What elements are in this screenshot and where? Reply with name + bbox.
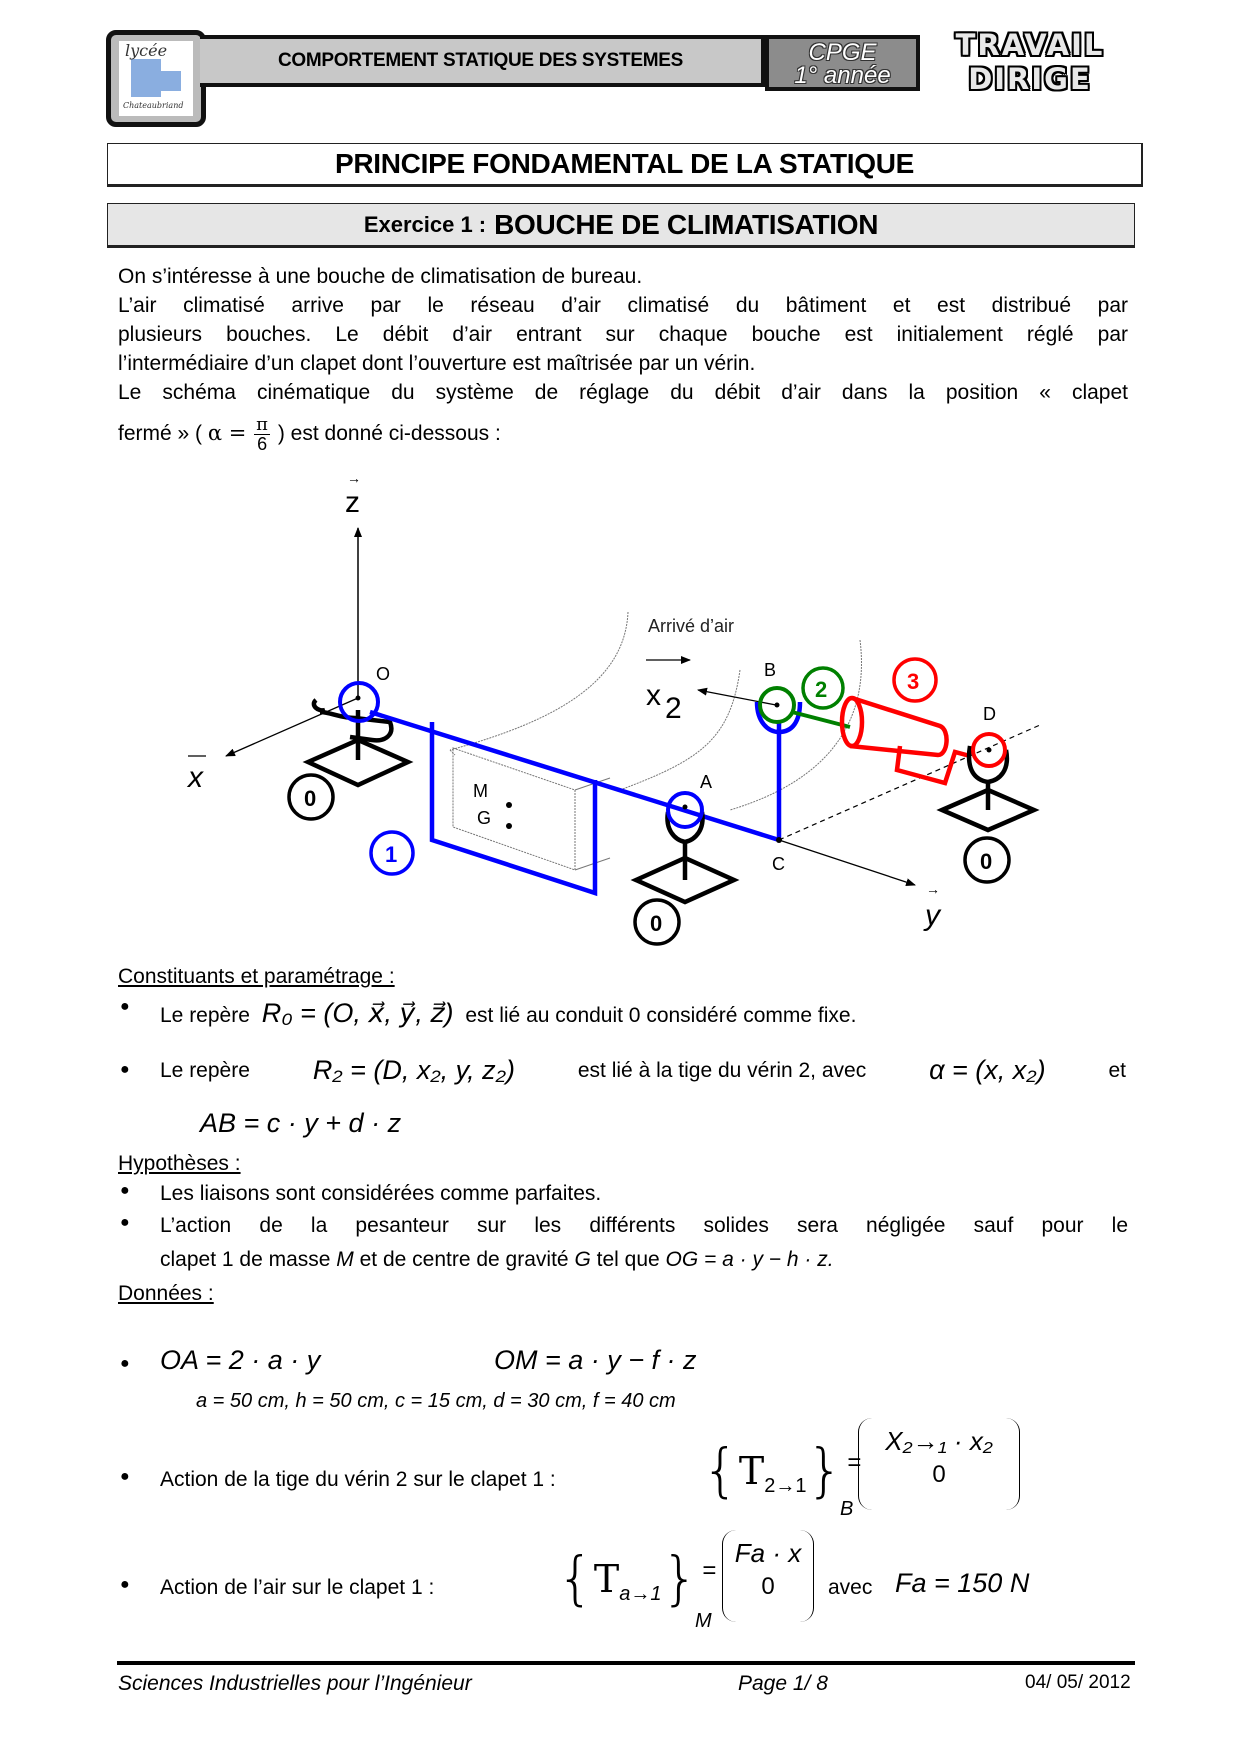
item-text: clapet 1 de masse	[160, 1248, 331, 1271]
gravity-center-symbol: G	[574, 1248, 591, 1271]
bullet-icon: ●	[120, 1214, 130, 1231]
level-line1: CPGE	[808, 39, 877, 66]
doc-type-line2: DIRIGE	[968, 62, 1092, 96]
item-text: Le repère	[160, 1058, 250, 1082]
list-item	[120, 998, 857, 1029]
torsor-row: 0	[932, 1461, 946, 1488]
list-item	[120, 1214, 1128, 1238]
footer-date: 04/ 05/ 2012	[1025, 1672, 1131, 1693]
numeric-values: a = 50 cm, h = 50 cm, c = 15 cm, d = 30 cm, f = 40 cm	[196, 1390, 676, 1412]
torsor-name: T	[738, 1449, 765, 1493]
bullet-icon: ●	[120, 1355, 130, 1372]
oa-formula: OA = 2 · a · y	[160, 1345, 321, 1375]
list-item	[120, 1576, 435, 1600]
intro-line: On s’intéresse à une bouche de climatisation de bureau.	[118, 265, 643, 288]
point-a-label: A	[700, 772, 713, 792]
torsor-row: Fa · x	[734, 1538, 802, 1568]
intro-text: fermé » (	[118, 422, 203, 446]
torsor-a1-matrix	[722, 1530, 814, 1622]
svg-text:2: 2	[665, 692, 682, 725]
item-text: et	[1108, 1058, 1126, 1082]
svg-text:1: 1	[385, 842, 398, 867]
r2-formula: R₂ = (D, x₂, y, z₂)	[312, 1055, 515, 1085]
section-heading	[118, 1152, 241, 1176]
bullet-icon: ●	[120, 1061, 130, 1078]
avec-text: avec	[828, 1576, 873, 1599]
x2-axis-label: x	[646, 679, 661, 712]
intro-line: Le schéma cinématique du système de réglage du débit d’air dans la position « clapet	[118, 381, 1128, 404]
section-heading	[118, 1282, 214, 1306]
intro-line: l’intermédiaire d’un clapet dont l’ouverture est maîtrisée par un vérin.	[118, 352, 756, 375]
list-item	[120, 1055, 1126, 1086]
torsor-21-point: B	[840, 1498, 854, 1520]
point-o-label: O	[376, 664, 391, 684]
point-g-label: G	[477, 808, 492, 828]
heading-text: Données :	[118, 1282, 214, 1305]
svg-text:0: 0	[980, 849, 993, 874]
og-formula: OG = a · y − h · z.	[665, 1248, 834, 1271]
footer-divider	[117, 1661, 1135, 1665]
torsor-a1-point: M	[695, 1610, 712, 1632]
svg-text:0: 0	[650, 911, 663, 936]
bullet-icon: ●	[120, 1182, 130, 1199]
item-text: et de centre de gravité	[359, 1248, 569, 1271]
point-c-label: C	[772, 854, 785, 874]
item-text: Action de l’air sur le clapet 1 :	[160, 1576, 435, 1599]
mass-symbol: M	[336, 1248, 354, 1271]
torsor-subscript: 2→1	[764, 1475, 807, 1497]
torsor-2-1: $\{T_{2\to 1}\}$ =	[702, 1436, 862, 1504]
z-axis-label: z	[345, 486, 360, 519]
x-axis-label: x	[188, 761, 203, 794]
fraction-denominator: 6	[257, 434, 268, 454]
exercise-name: BOUCHE DE CLIMATISATION	[494, 208, 879, 240]
alpha-formula: α = (x, x₂)	[929, 1055, 1046, 1085]
list-item	[120, 1345, 321, 1376]
footer-page-number: Page 1/ 8	[738, 1672, 828, 1695]
fraction-numerator: π	[256, 414, 269, 435]
item-text: Le repère	[160, 1004, 250, 1027]
torsor-row: X₂→₁ · x₂	[885, 1426, 993, 1456]
y-axis	[779, 840, 915, 885]
air-inlet-label: Arrivé d’air	[648, 616, 735, 636]
ground-support-o	[308, 700, 408, 785]
ground-support-d	[942, 746, 1034, 830]
svg-text:0: 0	[304, 786, 317, 811]
r0-formula: R₀ = (O, x⃗, y⃗, z⃗)	[261, 998, 454, 1028]
torsor-row: 0	[761, 1573, 775, 1600]
y-axis-label: y	[925, 899, 940, 932]
item-text: Action de la tige du vérin 2 sur le clapet 1 :	[160, 1468, 556, 1491]
torsor-21-matrix	[858, 1418, 1020, 1510]
heading-text: Constituants et paramétrage :	[118, 965, 395, 988]
logo-text: lycée	[125, 41, 168, 60]
footer-subject: Sciences Industrielles pour l’Ingénieur	[118, 1672, 472, 1695]
svg-text:→: →	[347, 470, 361, 486]
item-text: tel que	[596, 1248, 660, 1271]
torsor-subscript: a→1	[619, 1583, 662, 1605]
item-text: L’action de la pesanteur sur les différents solides sera négligée sauf pour le	[160, 1214, 1128, 1237]
alpha-equation: α =	[207, 421, 247, 446]
item-text: est lié au conduit 0 considéré comme fixe.	[465, 1004, 857, 1027]
svg-text:3: 3	[907, 669, 920, 694]
bullet-icon: ●	[120, 998, 130, 1015]
item-text: Les liaisons sont considérées comme parfaites.	[160, 1182, 602, 1205]
course-title: COMPORTEMENT STATIQUE DES SYSTEMES	[200, 35, 765, 87]
intro-line: plusieurs bouches. Le débit d’air entrant sur chaque bouche est initialement réglé par	[118, 323, 1128, 346]
level-line2: 1° année	[794, 62, 891, 89]
list-item	[120, 1182, 602, 1206]
svg-text:→: →	[926, 881, 940, 897]
intro-text: ) est donné ci-dessous :	[277, 422, 501, 446]
heading-text: Hypothèses :	[118, 1152, 241, 1175]
list-item	[120, 1468, 556, 1492]
exercise-label: Exercice 1 :	[363, 211, 487, 237]
bullet-icon: ●	[120, 1468, 130, 1485]
om-formula: OM = a · y − f · z	[494, 1345, 697, 1375]
logo-subtext: Chateaubriand	[123, 101, 184, 110]
point-b-label: B	[764, 660, 777, 680]
ab-formula: AB = c · y + d · z	[200, 1108, 402, 1138]
intro-line: L’air climatisé arrive par le réseau d’air climatisé du bâtiment et est distribué par	[118, 294, 1128, 317]
torsor-a-1: $\{T_{a\to 1}\}$ =	[557, 1544, 717, 1612]
cylinder-part-3	[842, 698, 970, 783]
point-m-label: M	[473, 781, 488, 801]
page-title: PRINCIPE FONDAMENTAL DE LA STATIQUE	[107, 143, 1143, 187]
fa-value: Fa = 150 N	[895, 1568, 1030, 1598]
item-text: est lié à la tige du vérin 2, avec	[577, 1058, 867, 1082]
torsor-name: T	[593, 1557, 620, 1601]
section-heading	[118, 965, 395, 989]
bullet-icon: ●	[120, 1576, 130, 1593]
doc-type-line1: TRAVAIL	[955, 28, 1105, 62]
svg-text:2: 2	[815, 677, 828, 702]
list-item-continuation	[160, 1248, 834, 1272]
point-d-label: D	[983, 704, 996, 724]
